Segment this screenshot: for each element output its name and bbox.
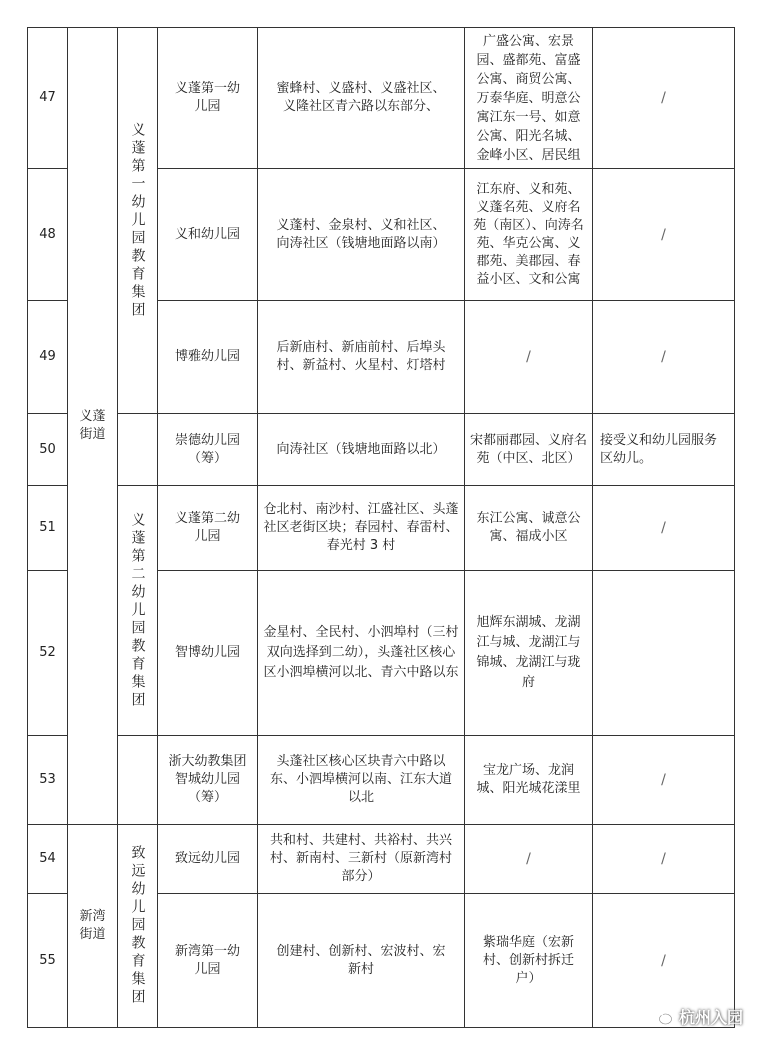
grid-line — [27, 1027, 735, 1028]
enrollment-district-table — [27, 27, 735, 1028]
row-number: 50 — [39, 441, 56, 457]
village-list: 金星村、全民村、小泗埠村（三村双向选择到二幼），头蓬社区核心区小泗埠横河以北、青六中路以东 — [263, 625, 459, 680]
group-cell-3 — [118, 825, 157, 1027]
wechat-icon — [651, 1008, 673, 1026]
row-number: 48 — [39, 226, 56, 242]
group-label: 义蓬第一幼儿园教育集团 — [129, 121, 146, 320]
street-cell-xinwan — [68, 825, 117, 1027]
village-list: 义蓬村、金泉村、义和社区、向涛社区（钱塘地面路以南） — [276, 217, 446, 251]
kindergarten-name: 致远幼儿园 — [174, 851, 240, 866]
row-number: 49 — [39, 349, 56, 364]
community-list: 东江公寓、诚意公寓、福成小区 — [476, 511, 581, 544]
village-list: 蜜蜂村、义盛村、义盛社区、义隆社区青六路以东部分、 — [276, 81, 446, 114]
kindergarten-name: 义蓬第二幼儿园 — [174, 511, 240, 544]
village-list: 共和村、共建村、共裕村、共兴村、新南村、三新村（原新湾村部分） — [269, 833, 452, 884]
community-list: 紫瑞华庭（宏新村、创新村拆迁户） — [482, 934, 574, 986]
kindergarten-name: 浙大幼教集团智城幼儿园（筹） — [168, 754, 247, 805]
row-number: 51 — [39, 520, 56, 535]
row-number: 52 — [39, 645, 56, 660]
community-list: 宝龙广场、龙润城、阳光城花漾里 — [476, 763, 581, 796]
row-number: 55 — [39, 952, 56, 968]
street-label: 义蓬街道 — [79, 409, 106, 442]
watermark — [651, 1005, 743, 1028]
kindergarten-name: 义和幼儿园 — [174, 226, 240, 242]
group-label: 致远幼儿园教育集团 — [129, 845, 146, 1007]
kindergarten-name: 崇德幼儿园（筹） — [174, 432, 240, 466]
village-list: 头蓬社区核心区块青六中路以东、小泗埠横河以南、江东大道以北 — [269, 754, 452, 805]
note-cell: / — [661, 226, 666, 243]
kindergarten-name: 博雅幼儿园 — [174, 349, 240, 364]
street-label: 新湾街道 — [79, 909, 106, 942]
village-list: 仓北村、南沙村、江盛社区、头蓬社区老街区块；春园村、春雷村、春光村 3 村 — [263, 502, 459, 553]
community-list: 广盛公寓、宏景园、盛都苑、富盛公寓、商贸公寓、万泰华庭、明意公寓江东一号、如意公寓、阳光名城、金峰小区、居民组 — [476, 33, 581, 163]
kindergarten-name: 新湾第一幼儿园 — [174, 943, 240, 977]
row-number: 53 — [39, 772, 56, 787]
group-label: 义蓬第二幼儿园教育集团 — [129, 511, 146, 710]
village-list: 后新庙村、新庙前村、后埠头村、新益村、火星村、灯塔村 — [276, 340, 446, 373]
group-cell-2 — [118, 486, 157, 735]
kindergarten-name: 义蓬第一幼儿园 — [174, 81, 240, 114]
group-cell-1 — [118, 28, 157, 413]
community-list: 江东府、义和苑、义蓬名苑、义府名苑（南区）、向涛名苑、华克公寓、义郡苑、美郡园、春益小区、文和公寓 — [473, 181, 584, 287]
community-list: 宋都丽郡园、义府名苑（中区、北区） — [469, 432, 587, 466]
community-list: / — [526, 349, 531, 365]
row-number: 54 — [39, 851, 56, 866]
note-cell: / — [661, 952, 666, 969]
note-cell — [593, 571, 734, 735]
village-list: 创建村、创新村、宏波村、宏新村 — [276, 943, 446, 977]
community-list: 旭辉东湖城、龙湖江与城、龙湖江与锦城、龙湖江与珑府 — [476, 615, 581, 690]
note-cell: 接受义和幼儿园服务区幼儿。 — [600, 432, 718, 466]
row-number: 47 — [39, 90, 56, 105]
village-list: 向涛社区（钱塘地面路以北） — [276, 441, 446, 457]
note-cell: / — [661, 349, 666, 365]
note-cell: / — [661, 90, 666, 106]
street-cell-yipeng — [68, 28, 117, 824]
note-cell: / — [661, 851, 666, 867]
kindergarten-name: 智博幼儿园 — [174, 645, 240, 660]
note-cell: / — [661, 772, 666, 788]
community-list: / — [526, 851, 531, 867]
watermark-text: 杭州入园 — [678, 1008, 743, 1027]
note-cell: / — [661, 520, 666, 536]
grid-line — [734, 27, 735, 1028]
